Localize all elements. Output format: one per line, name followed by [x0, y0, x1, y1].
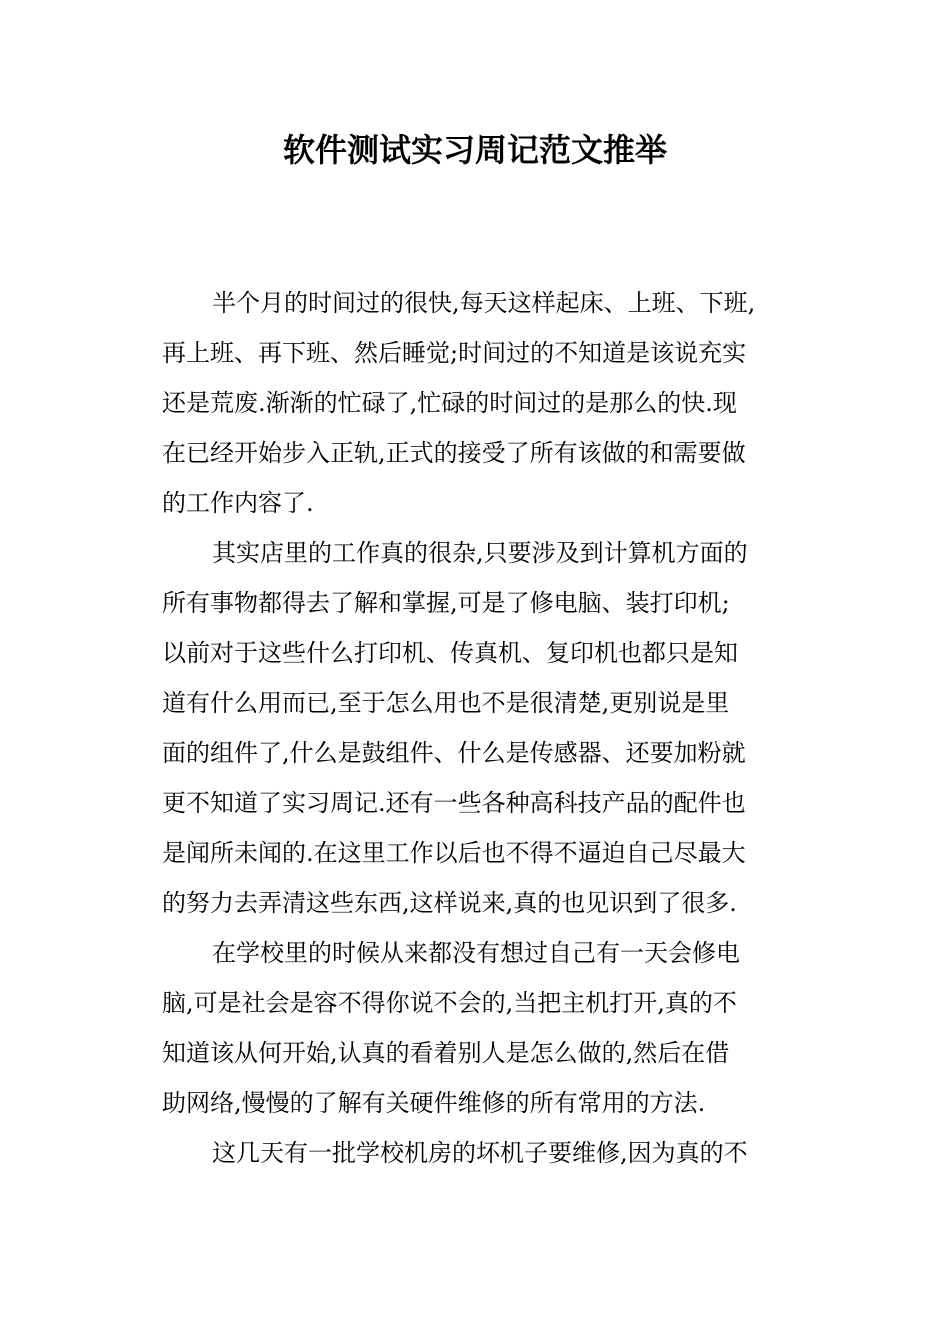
- text-line: 更不知道了实习周记.还有一些各种高科技产品的配件也: [162, 789, 746, 817]
- text-line: 所有事物都得去了解和掌握,可是了修电脑、装打印机;: [162, 589, 730, 617]
- paragraph: [162, 278, 792, 528]
- text-line: 在学校里的时候从来都没有想过自己有一天会修电: [212, 939, 740, 967]
- text-line: 再上班、再下班、然后睡觉;时间过的不知道是该说充实: [162, 339, 747, 367]
- text-line: 的工作内容了.: [162, 489, 314, 517]
- text-line: 脑,可是社会是容不得你说不会的,当把主机打开,真的不: [162, 989, 737, 1017]
- text-line: 还是荒废.渐渐的忙碌了,忙碌的时间过的是那么的快.现: [162, 389, 737, 417]
- paragraph: [162, 528, 792, 928]
- text-line: 在已经开始步入正轨,正式的接受了所有该做的和需要做: [162, 439, 746, 467]
- text-line: 这几天有一批学校机房的坏机子要维修,因为真的不: [212, 1139, 748, 1167]
- document-title: 软件测试实习周记范文推举: [282, 131, 667, 169]
- paragraph: [162, 1128, 792, 1178]
- text-line: 道有什么用而已,至于怎么用也不是很清楚,更别说是里: [162, 689, 730, 717]
- text-line: 其实店里的工作真的很杂,只要涉及到计算机方面的: [212, 539, 748, 567]
- text-line: 知道该从何开始,认真的看着别人是怎么做的,然后在借: [162, 1039, 730, 1067]
- text-line: 面的组件了,什么是鼓组件、什么是传感器、还要加粉就: [162, 739, 746, 767]
- text-line: 助网络,慢慢的了解有关硬件维修的所有常用的方法.: [162, 1089, 706, 1117]
- paragraph: [162, 928, 792, 1128]
- document-body: [162, 278, 792, 1178]
- text-line: 是闻所未闻的.在这里工作以后也不得不逼迫自己尽最大: [162, 839, 746, 867]
- text-line: 以前对于这些什么打印机、传真机、复印机也都只是知: [162, 639, 738, 667]
- text-line: 的努力去弄清这些东西,这样说来,真的也见识到了很多.: [162, 889, 737, 917]
- text-line: 半个月的时间过的很快,每天这样起床、上班、下班,: [212, 289, 756, 317]
